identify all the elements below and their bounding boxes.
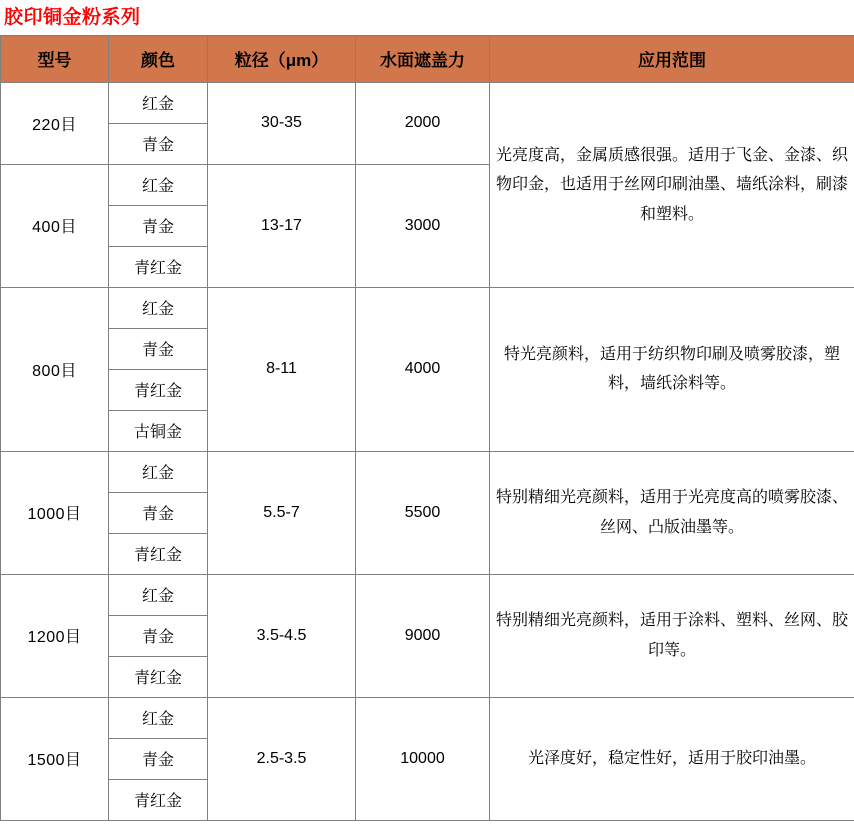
column-header-water-coverage: 水面遮盖力 <box>356 35 490 82</box>
column-header-particle-size: 粒径（μm） <box>208 35 356 82</box>
cell-application: 特别精细光亮颜料，适用于涂料、塑料、丝网、胶印等。 <box>490 574 854 697</box>
table-row <box>1 697 854 738</box>
table-row <box>1 574 854 615</box>
column-header-color: 颜色 <box>109 35 208 82</box>
cell-color: 红金 <box>109 451 208 492</box>
cell-model: 220目 <box>1 82 109 164</box>
cell-water-coverage: 4000 <box>356 287 490 451</box>
cell-color: 青红金 <box>109 656 208 697</box>
table-body <box>1 82 854 820</box>
cell-application: 特别精细光亮颜料，适用于光亮度高的喷雾胶漆、丝网、凸版油墨等。 <box>490 451 854 574</box>
cell-color: 红金 <box>109 697 208 738</box>
cell-color: 青金 <box>109 123 208 164</box>
cell-color: 青红金 <box>109 779 208 820</box>
table-header-row <box>1 35 854 82</box>
cell-color: 青金 <box>109 492 208 533</box>
cell-color: 青金 <box>109 615 208 656</box>
cell-water-coverage: 10000 <box>356 697 490 820</box>
cell-model: 1500目 <box>1 697 109 820</box>
cell-color: 红金 <box>109 574 208 615</box>
cell-application: 特光亮颜料，适用于纺织物印刷及喷雾胶漆，塑料，墙纸涂料等。 <box>490 287 854 451</box>
table-row <box>1 287 854 328</box>
page-title: 胶印铜金粉系列 <box>4 7 141 28</box>
column-header-application: 应用范围 <box>490 35 854 82</box>
table-row <box>1 451 854 492</box>
cell-particle-size: 3.5-4.5 <box>208 574 356 697</box>
cell-particle-size: 2.5-3.5 <box>208 697 356 820</box>
column-header-model: 型号 <box>1 35 109 82</box>
cell-particle-size: 30-35 <box>208 82 356 164</box>
cell-color: 青红金 <box>109 533 208 574</box>
cell-color: 红金 <box>109 82 208 123</box>
cell-model: 400目 <box>1 164 109 287</box>
table-row <box>1 82 854 123</box>
cell-water-coverage: 9000 <box>356 574 490 697</box>
cell-particle-size: 8-11 <box>208 287 356 451</box>
cell-water-coverage: 5500 <box>356 451 490 574</box>
cell-water-coverage: 2000 <box>356 82 490 164</box>
specification-table <box>0 35 854 821</box>
cell-color: 青红金 <box>109 369 208 410</box>
cell-model: 1000目 <box>1 451 109 574</box>
cell-model: 1200目 <box>1 574 109 697</box>
cell-particle-size: 13-17 <box>208 164 356 287</box>
cell-color: 红金 <box>109 164 208 205</box>
cell-particle-size: 5.5-7 <box>208 451 356 574</box>
cell-color: 红金 <box>109 287 208 328</box>
cell-color: 古铜金 <box>109 410 208 451</box>
cell-color: 青金 <box>109 205 208 246</box>
cell-color: 青金 <box>109 738 208 779</box>
cell-model: 800目 <box>1 287 109 451</box>
cell-water-coverage: 3000 <box>356 164 490 287</box>
cell-application: 光泽度好，稳定性好，适用于胶印油墨。 <box>490 697 854 820</box>
cell-application: 光亮度高，金属质感很强。适用于飞金、金漆、织物印金，也适用于丝网印刷油墨、墙纸涂料，刷漆和塑料。 <box>490 82 854 287</box>
cell-color: 青金 <box>109 328 208 369</box>
cell-color: 青红金 <box>109 246 208 287</box>
